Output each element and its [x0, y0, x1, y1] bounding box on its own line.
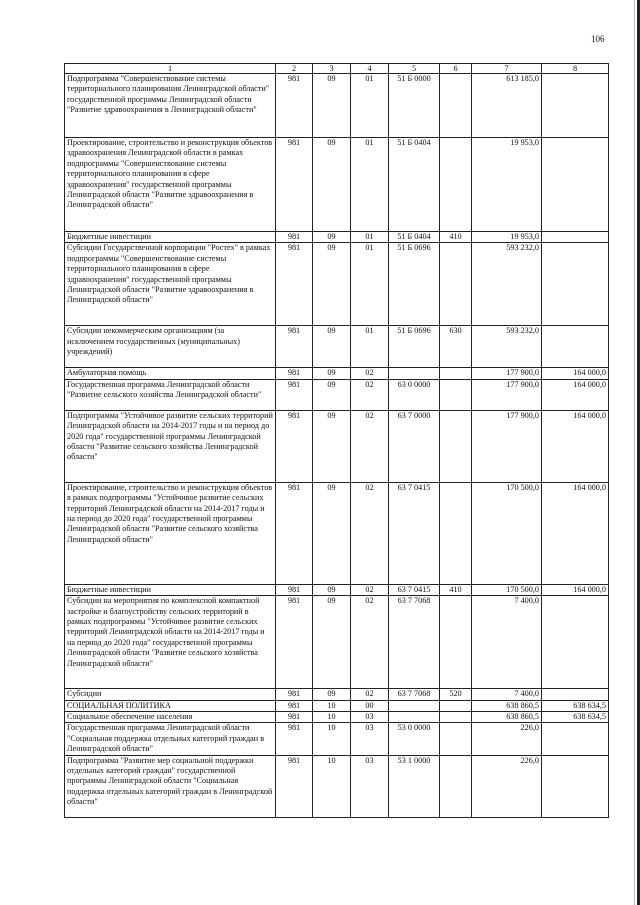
cell-expense-type [440, 700, 472, 711]
cell-amount-2: 164 000,0 [542, 482, 609, 584]
cell-section: 09 [313, 584, 351, 595]
table-row [65, 243, 609, 326]
cell-amount-2 [542, 138, 609, 232]
cell-amount-1: 177 900,0 [472, 368, 542, 379]
table-row [65, 712, 609, 723]
cell-amount-1: 177 900,0 [472, 410, 542, 482]
table-row [65, 482, 609, 584]
cell-amount-1: 19 953,0 [472, 138, 542, 232]
cell-expense-type [440, 712, 472, 723]
cell-amount-1: 226,0 [472, 723, 542, 755]
cell-expense-type [440, 755, 472, 817]
cell-admin-code: 981 [276, 379, 313, 410]
cell-section: 09 [313, 243, 351, 326]
cell-name: СОЦИАЛЬНАЯ ПОЛИТИКА [65, 700, 276, 711]
scan-edge-line [634, 0, 635, 905]
cell-subsection: 03 [351, 723, 389, 755]
cell-target-article: 51 Б 0000 [389, 74, 440, 138]
cell-name: Бюджетные инвестиции [65, 232, 276, 243]
cell-section: 09 [313, 596, 351, 689]
table-row [65, 723, 609, 755]
cell-admin-code: 981 [276, 368, 313, 379]
cell-amount-1: 7 400,0 [472, 596, 542, 689]
cell-amount-2: 164 000,0 [542, 379, 609, 410]
header-row [65, 64, 609, 74]
table-row [65, 755, 609, 817]
cell-name: Проектирование, строительство и реконструкция объектов здравоохранения Ленинградской области в рамках подпрограммы "Совершенствование системы территориального планирования в сфере здравоохранения" государственной программы Ленинградской области "Развитие здравоохранения в Ленинградской области" [65, 138, 276, 232]
cell-target-article: 63 7 7068 [389, 689, 440, 700]
cell-subsection: 03 [351, 755, 389, 817]
budget-table [64, 63, 609, 818]
cell-amount-2: 638 634,5 [542, 700, 609, 711]
cell-name: Проектирование, строительство и реконструкция объектов в рамках подпрограммы "Устойчивое развитие сельских территорий Ленинградской области на 2014-2017 годы и на период до 2020 года" государственной программы Ленинградской области "Развитие сельского хозяйства Ленинградской области" [65, 482, 276, 584]
cell-admin-code: 981 [276, 482, 313, 584]
cell-expense-type: 410 [440, 584, 472, 595]
cell-name: Амбулаторная помощь [65, 368, 276, 379]
cell-target-article: 53 0 0000 [389, 723, 440, 755]
cell-section: 09 [313, 232, 351, 243]
table-row [65, 410, 609, 482]
cell-amount-1: 638 860,5 [472, 712, 542, 723]
cell-subsection: 02 [351, 482, 389, 584]
cell-target-article: 53 1 0000 [389, 755, 440, 817]
cell-admin-code: 981 [276, 723, 313, 755]
table-row [65, 689, 609, 700]
cell-section: 09 [313, 379, 351, 410]
column-header-1: 1 [65, 64, 276, 74]
cell-expense-type [440, 74, 472, 138]
cell-subsection: 02 [351, 379, 389, 410]
cell-amount-1: 593 232,0 [472, 243, 542, 326]
column-header-3: 3 [313, 64, 351, 74]
table-row [65, 74, 609, 138]
cell-admin-code: 981 [276, 326, 313, 368]
cell-expense-type [440, 482, 472, 584]
cell-expense-type [440, 410, 472, 482]
cell-amount-2 [542, 74, 609, 138]
cell-amount-2 [542, 596, 609, 689]
cell-target-article: 51 Б 0696 [389, 326, 440, 368]
cell-amount-2 [542, 243, 609, 326]
cell-target-article: 51 Б 0696 [389, 243, 440, 326]
cell-section: 09 [313, 138, 351, 232]
cell-subsection: 02 [351, 368, 389, 379]
column-header-2: 2 [276, 64, 313, 74]
cell-amount-2 [542, 755, 609, 817]
cell-expense-type: 630 [440, 326, 472, 368]
cell-name: Государственная программа Ленинградской области "Социальная поддержка отдельных категорий граждан в Ленинградской области" [65, 723, 276, 755]
cell-target-article [389, 700, 440, 711]
table-row [65, 700, 609, 711]
cell-admin-code: 981 [276, 243, 313, 326]
cell-amount-2: 638 634,5 [542, 712, 609, 723]
cell-subsection: 01 [351, 74, 389, 138]
cell-amount-1: 19 953,0 [472, 232, 542, 243]
cell-amount-1: 638 860,5 [472, 700, 542, 711]
cell-name: Субсидии [65, 689, 276, 700]
cell-subsection: 01 [351, 243, 389, 326]
cell-section: 09 [313, 410, 351, 482]
column-header-7: 7 [472, 64, 542, 74]
table-row [65, 326, 609, 368]
cell-admin-code: 981 [276, 700, 313, 711]
cell-expense-type [440, 379, 472, 410]
cell-expense-type [440, 138, 472, 232]
cell-admin-code: 981 [276, 138, 313, 232]
cell-admin-code: 981 [276, 232, 313, 243]
cell-subsection: 01 [351, 138, 389, 232]
cell-name: Государственная программа Ленинградской области "Развитие сельского хозяйства Ленинградской области" [65, 379, 276, 410]
cell-name: Субсидии Государственной корпорации "Ростех" в рамках подпрограммы "Совершенствование системы территориального планирования в сфере здравоохранения" государственной программы Ленинградской области "Развитие здравоохранения в Ленинградской области" [65, 243, 276, 326]
cell-amount-1: 7 400,0 [472, 689, 542, 700]
cell-target-article: 63 7 7068 [389, 596, 440, 689]
cell-amount-1: 226,0 [472, 755, 542, 817]
cell-target-article [389, 368, 440, 379]
cell-target-article: 63 0 0000 [389, 379, 440, 410]
cell-expense-type [440, 368, 472, 379]
cell-amount-2 [542, 689, 609, 700]
cell-subsection: 02 [351, 410, 389, 482]
cell-amount-1: 170 500,0 [472, 482, 542, 584]
cell-expense-type: 410 [440, 232, 472, 243]
cell-section: 09 [313, 482, 351, 584]
cell-admin-code: 981 [276, 712, 313, 723]
table-row [65, 584, 609, 595]
cell-subsection: 01 [351, 232, 389, 243]
table-row [65, 596, 609, 689]
cell-target-article: 63 7 0415 [389, 482, 440, 584]
cell-expense-type [440, 243, 472, 326]
cell-subsection: 02 [351, 584, 389, 595]
cell-amount-1: 593 232,0 [472, 326, 542, 368]
table-row [65, 368, 609, 379]
cell-admin-code: 981 [276, 755, 313, 817]
cell-target-article: 51 Б 0404 [389, 138, 440, 232]
cell-name: Социальное обеспечение населения [65, 712, 276, 723]
cell-amount-2 [542, 326, 609, 368]
cell-subsection: 01 [351, 326, 389, 368]
cell-name: Бюджетные инвестиции [65, 584, 276, 595]
cell-subsection: 02 [351, 596, 389, 689]
cell-expense-type: 520 [440, 689, 472, 700]
cell-admin-code: 981 [276, 596, 313, 689]
cell-amount-2: 164 000,0 [542, 410, 609, 482]
cell-admin-code: 981 [276, 689, 313, 700]
cell-section: 09 [313, 326, 351, 368]
cell-name: Субсидии некоммерческим организациям (за исключением государственных (муниципальных) учреждений) [65, 326, 276, 368]
column-header-6: 6 [440, 64, 472, 74]
cell-name: Подпрограмма "Устойчивое развитие сельских территорий Ленинградской области на 2014-2017 годы и на период до 2020 года" государственной программы Ленинградской области "Развитие сельского хозяйства Ленинградской области" [65, 410, 276, 482]
cell-subsection: 00 [351, 700, 389, 711]
cell-subsection: 02 [351, 689, 389, 700]
cell-admin-code: 981 [276, 584, 313, 595]
cell-target-article [389, 712, 440, 723]
table-row [65, 379, 609, 410]
cell-amount-2 [542, 232, 609, 243]
column-header-8: 8 [542, 64, 609, 74]
cell-amount-2 [542, 723, 609, 755]
cell-expense-type [440, 723, 472, 755]
cell-section: 10 [313, 755, 351, 817]
cell-section: 10 [313, 723, 351, 755]
cell-amount-1: 613 185,0 [472, 74, 542, 138]
cell-section: 10 [313, 712, 351, 723]
cell-amount-2: 164 000,0 [542, 584, 609, 595]
cell-name: Подпрограмма "Развитие мер социальной поддержки отдельных категорий граждан" государственной программы Ленинградской области "Социальная поддержка отдельных категорий граждан в Ленинградской области" [65, 755, 276, 817]
table-body [65, 64, 609, 818]
cell-name: Подпрограмма "Совершенствование системы территориального планирования Ленинградской области" государственной программы Ленинградской области "Развитие здравоохранения в Ленинградской области" [65, 74, 276, 138]
column-header-4: 4 [351, 64, 389, 74]
cell-target-article: 63 7 0415 [389, 584, 440, 595]
cell-section: 09 [313, 74, 351, 138]
cell-amount-1: 170 500,0 [472, 584, 542, 595]
cell-target-article: 51 Б 0404 [389, 232, 440, 243]
column-header-5: 5 [389, 64, 440, 74]
cell-section: 09 [313, 689, 351, 700]
cell-section: 10 [313, 700, 351, 711]
page-number: 106 [591, 34, 605, 44]
cell-expense-type [440, 596, 472, 689]
table-row [65, 232, 609, 243]
cell-admin-code: 981 [276, 74, 313, 138]
cell-subsection: 03 [351, 712, 389, 723]
cell-amount-1: 177 900,0 [472, 379, 542, 410]
cell-target-article: 63 7 0000 [389, 410, 440, 482]
table-row [65, 138, 609, 232]
cell-admin-code: 981 [276, 410, 313, 482]
cell-name: Субсидии на мероприятия по комплексной компактной застройке и благоустройству сельских территорий в рамках подпрограммы "Устойчивое развитие сельских территорий Ленинградской области на 2014-2017 годы и на период до 2020 года" государственной программы Ленинградской области "Развитие сельского хозяйства Ленинградской области" [65, 596, 276, 689]
cell-section: 09 [313, 368, 351, 379]
cell-amount-2: 164 000,0 [542, 368, 609, 379]
